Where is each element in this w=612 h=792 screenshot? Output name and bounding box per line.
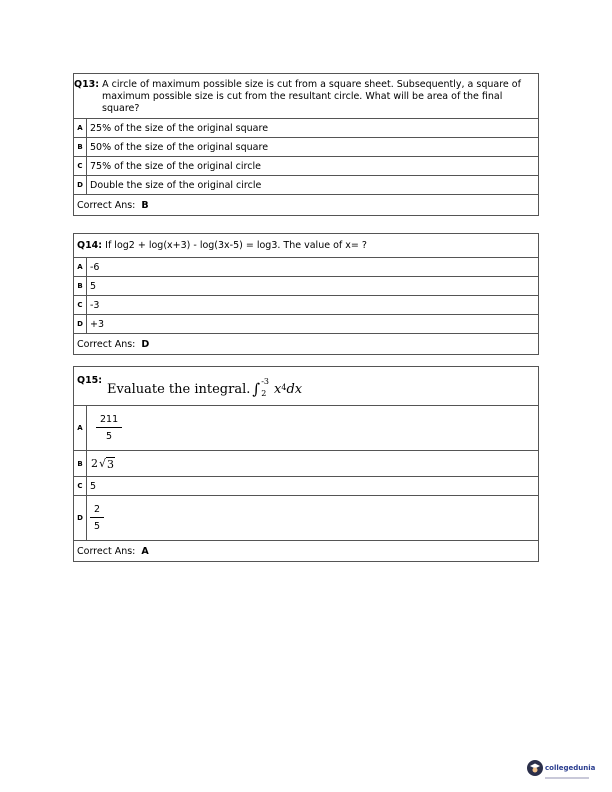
question-14 (73, 233, 539, 355)
brand-name: collegedunia (545, 764, 596, 772)
option-letter: A (74, 119, 87, 137)
brand-tagline-line (545, 777, 589, 779)
option-letter: C (74, 296, 87, 314)
option-text: 5 (90, 480, 97, 492)
option-letter: B (74, 451, 87, 476)
fraction-numerator: 2 (90, 504, 104, 518)
question-text (107, 377, 303, 400)
answer-label: Correct Ans: (77, 546, 136, 557)
question-header (74, 234, 538, 258)
correct-answer (74, 334, 538, 354)
answer-label: Correct Ans: (77, 200, 136, 211)
sqrt-coefficient: 2 (91, 457, 98, 470)
question-header (74, 74, 538, 119)
option-letter: C (74, 157, 87, 175)
fraction-denominator: 5 (94, 521, 101, 532)
option-text: Double the size of the original circle (90, 179, 262, 191)
option-text: 75% of the size of the original circle (90, 160, 261, 172)
fraction-denominator: 5 (106, 431, 113, 442)
integral-upper-limit: -3 (261, 377, 269, 386)
option-letter: D (74, 496, 87, 540)
option-c[interactable] (74, 296, 538, 315)
option-letter: B (74, 138, 87, 156)
option-text: -6 (90, 261, 100, 273)
fraction (90, 504, 104, 532)
answer-value: D (141, 339, 150, 350)
question-number: Q15: (77, 375, 103, 386)
option-letter: A (74, 258, 87, 276)
question-text: A circle of maximum possible size is cut from a square sheet. Subsequently, a square of maximum possible size is cut from the resultant circle. What will be area of the final square? (102, 79, 521, 114)
option-text: +3 (90, 318, 105, 330)
question-header (74, 367, 538, 406)
option-b[interactable] (74, 451, 538, 477)
option-a[interactable] (74, 258, 538, 277)
option-letter: B (74, 277, 87, 295)
option-text: 25% of the size of the original square (90, 122, 269, 134)
sqrt-icon: √ (99, 457, 107, 470)
answer-label: Correct Ans: (77, 339, 136, 350)
option-letter: C (74, 477, 87, 495)
option-letter: A (74, 406, 87, 450)
graduate-face-icon (527, 760, 543, 776)
fraction (96, 414, 122, 442)
question-text: If log2 + log(x+3) - log(3x-5) = log3. The value of x= ? (105, 240, 367, 251)
sqrt-radicand: 3 (107, 457, 115, 471)
integrand-power: 4 (281, 383, 287, 392)
option-letter: D (74, 315, 87, 333)
option-c[interactable] (74, 157, 538, 176)
option-d[interactable] (74, 176, 538, 195)
option-letter: D (74, 176, 87, 194)
option-c[interactable] (74, 477, 538, 496)
brand-logo (527, 760, 595, 779)
option-text: -3 (90, 299, 100, 311)
integrand-base: x (274, 382, 282, 397)
option-text: 50% of the size of the original square (90, 141, 269, 153)
integral-lower-limit: 2 (261, 389, 267, 398)
option-text (87, 451, 115, 476)
option-d[interactable] (74, 496, 538, 541)
answer-value: B (141, 200, 149, 211)
correct-answer (74, 195, 538, 215)
correct-answer (74, 541, 538, 561)
option-b[interactable] (74, 277, 538, 296)
option-d[interactable] (74, 315, 538, 334)
option-text: 5 (90, 280, 97, 292)
question-number: Q13: (74, 79, 100, 90)
fraction-numerator: 211 (96, 414, 122, 428)
integral-prompt: Evaluate the integral. (107, 382, 251, 397)
option-text (87, 496, 104, 540)
option-b[interactable] (74, 138, 538, 157)
option-a[interactable] (74, 406, 538, 451)
option-a[interactable] (74, 119, 538, 138)
question-number: Q14: (77, 240, 103, 251)
answer-value: A (141, 546, 149, 557)
integrand-differential: dx (286, 382, 303, 397)
question-13 (73, 73, 539, 216)
integral-sign-icon: ∫ (252, 380, 261, 398)
option-text (87, 406, 122, 450)
question-15 (73, 366, 539, 562)
